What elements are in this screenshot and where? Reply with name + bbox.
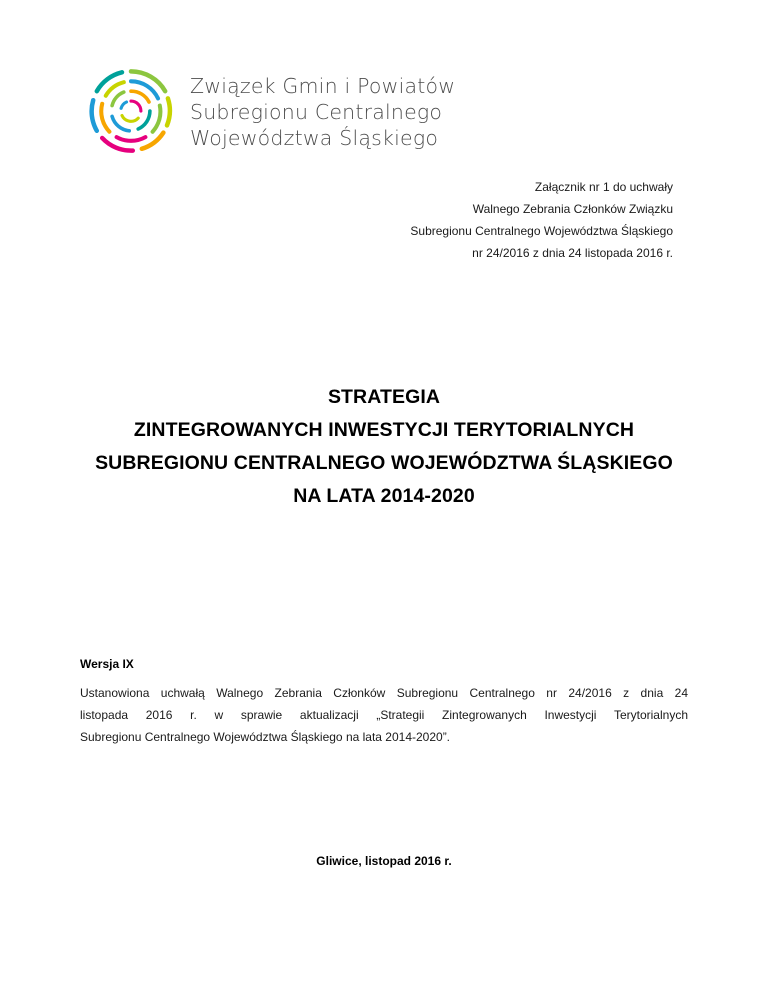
annex-line: Załącznik nr 1 do uchwały — [534, 180, 673, 194]
version-description-line: listopada 2016 r. w sprawie aktualizacji „Strategii Zintegrowanych Inwestycji Terytorialnych — [80, 708, 688, 722]
version-description — [80, 682, 688, 748]
organization-name-line: Związek Gmin i Powiatów — [190, 74, 456, 98]
title-line: NA LATA 2014-2020 — [293, 485, 475, 507]
place-and-date: Gliwice, listopad 2016 r. — [316, 854, 452, 868]
title-line: ZINTEGROWANYCH INWESTYCJI TERYTORIALNYCH — [133, 419, 635, 441]
version-description-line: Ustanowiona uchwałą Walnego Zebrania Członków Subregionu Centralnego nr 24/2016 z dnia 24 — [80, 686, 688, 700]
logo-svg — [86, 66, 176, 156]
annex-note — [410, 176, 673, 264]
version-description-line: Subregionu Centralnego Województwa Śląskiego na lata 2014-2020”. — [80, 730, 451, 744]
document-title — [0, 381, 768, 513]
annex-line: Walnego Zebrania Członków Związku — [472, 202, 673, 216]
title-line: SUBREGIONU CENTRALNEGO WOJEWÓDZTWA ŚLĄSKIEGO — [95, 452, 673, 474]
organization-name-line: Subregionu Centralnego — [190, 100, 443, 124]
title-line: STRATEGIA — [327, 386, 441, 408]
version-heading: Wersja IX — [80, 657, 134, 671]
annex-line: nr 24/2016 z dnia 24 listopada 2016 r. — [472, 246, 673, 260]
organization-name-line: Województwa Śląskiego — [190, 126, 439, 150]
annex-line: Subregionu Centralnego Województwa Śląskiego — [410, 224, 673, 238]
circular-ring-logo-icon — [86, 66, 176, 156]
organization-name — [190, 73, 455, 151]
